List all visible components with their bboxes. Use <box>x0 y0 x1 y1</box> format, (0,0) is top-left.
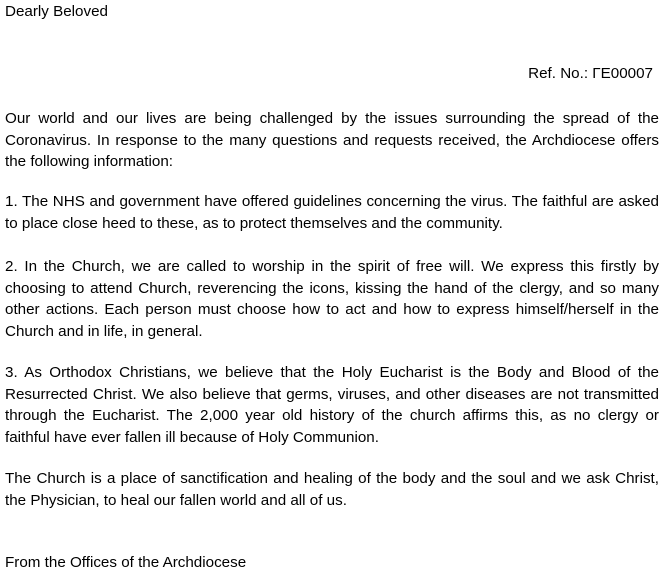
sign-off: From the Offices of the Archdiocese <box>5 554 247 571</box>
point-1-paragraph: 1. The NHS and government have offered guidelines concerning the virus. The faithful are asked to place close heed to these, as to protect themselves and the community. <box>5 193 659 232</box>
point-2-paragraph: 2. In the Church, we are called to worship in the spirit of free will. We express this firstly by choosing to attend Church, reverencing the icons, kissing the hand of the clergy, and so many other actions. Each person must choose how to act and how to express himself/herself in the Church and in life, in general. <box>5 258 659 340</box>
salutation: Dearly Beloved <box>5 3 108 20</box>
point-3-paragraph: 3. As Orthodox Christians, we believe that the Holy Eucharist is the Body and Blood of the Resurrected Christ. We also believe that germs, viruses, and other diseases are not transmitted through the Eucharist. The 2,000 year old history of the church affirms this, as no clergy or faithful have ever fallen ill because of Holy Communion. <box>5 364 659 446</box>
intro-paragraph: Our world and our lives are being challenged by the issues surrounding the spread of the Coronavirus. In response to the many questions and requests received, the Archdiocese offers the following information: <box>5 110 659 170</box>
reference-number: Ref. No.: ΓΕ00007 <box>528 65 653 82</box>
closing-paragraph: The Church is a place of sanctification and healing of the body and the soul and we ask Christ, the Physician, to heal our fallen world and all of us. <box>5 470 659 509</box>
